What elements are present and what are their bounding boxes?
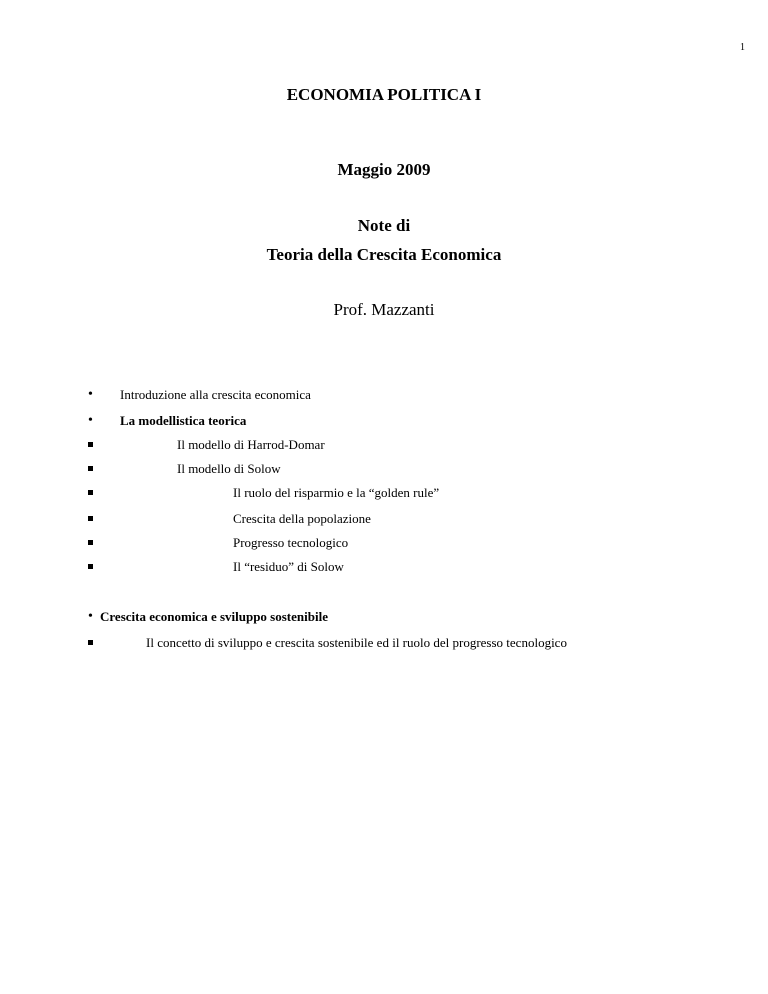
bullet-square-icon xyxy=(88,540,93,545)
bullet-dot-icon: • xyxy=(88,609,93,624)
list-item xyxy=(0,558,768,576)
list-item-text: Il concetto di sviluppo e crescita sostenibile ed il ruolo del progresso tecnologico xyxy=(146,635,567,650)
list-item-text: Introduzione alla crescita economica xyxy=(120,387,311,402)
list-item xyxy=(0,386,768,404)
list-item xyxy=(0,436,768,454)
list-item xyxy=(0,608,768,626)
list-item-text: Crescita della popolazione xyxy=(233,511,371,526)
bullet-square-icon xyxy=(88,466,93,471)
notes-heading-line-1: Note di xyxy=(357,216,411,235)
list-item xyxy=(0,412,768,430)
bullet-dot-icon: • xyxy=(88,413,93,428)
list-item-text: Il modello di Harrod-Domar xyxy=(177,437,325,452)
list-item xyxy=(0,634,768,652)
course-title: ECONOMIA POLITICA I xyxy=(286,85,482,104)
list-item-text: Il modello di Solow xyxy=(177,461,281,476)
list-item-text: Il ruolo del risparmio e la “golden rule” xyxy=(233,485,440,500)
page-number: 1 xyxy=(740,42,745,53)
author-name: Prof. Mazzanti xyxy=(333,300,435,319)
list-item xyxy=(0,510,768,528)
list-item-text: Crescita economica e sviluppo sostenibile xyxy=(100,609,328,624)
list-item xyxy=(0,534,768,552)
bullet-square-icon xyxy=(88,516,93,521)
bullet-square-icon xyxy=(88,442,93,447)
document-date: Maggio 2009 xyxy=(337,160,431,179)
bullet-dot-icon: • xyxy=(88,387,93,402)
notes-heading-line-2: Teoria della Crescita Economica xyxy=(266,245,502,264)
list-item-text: Il “residuo” di Solow xyxy=(233,559,344,574)
bullet-square-icon xyxy=(88,564,93,569)
list-item-text: La modellistica teorica xyxy=(120,413,247,428)
list-item xyxy=(0,460,768,478)
bullet-square-icon xyxy=(88,490,93,495)
list-item-text: Progresso tecnologico xyxy=(233,535,349,550)
list-item xyxy=(0,484,768,502)
bullet-square-icon xyxy=(88,640,93,645)
